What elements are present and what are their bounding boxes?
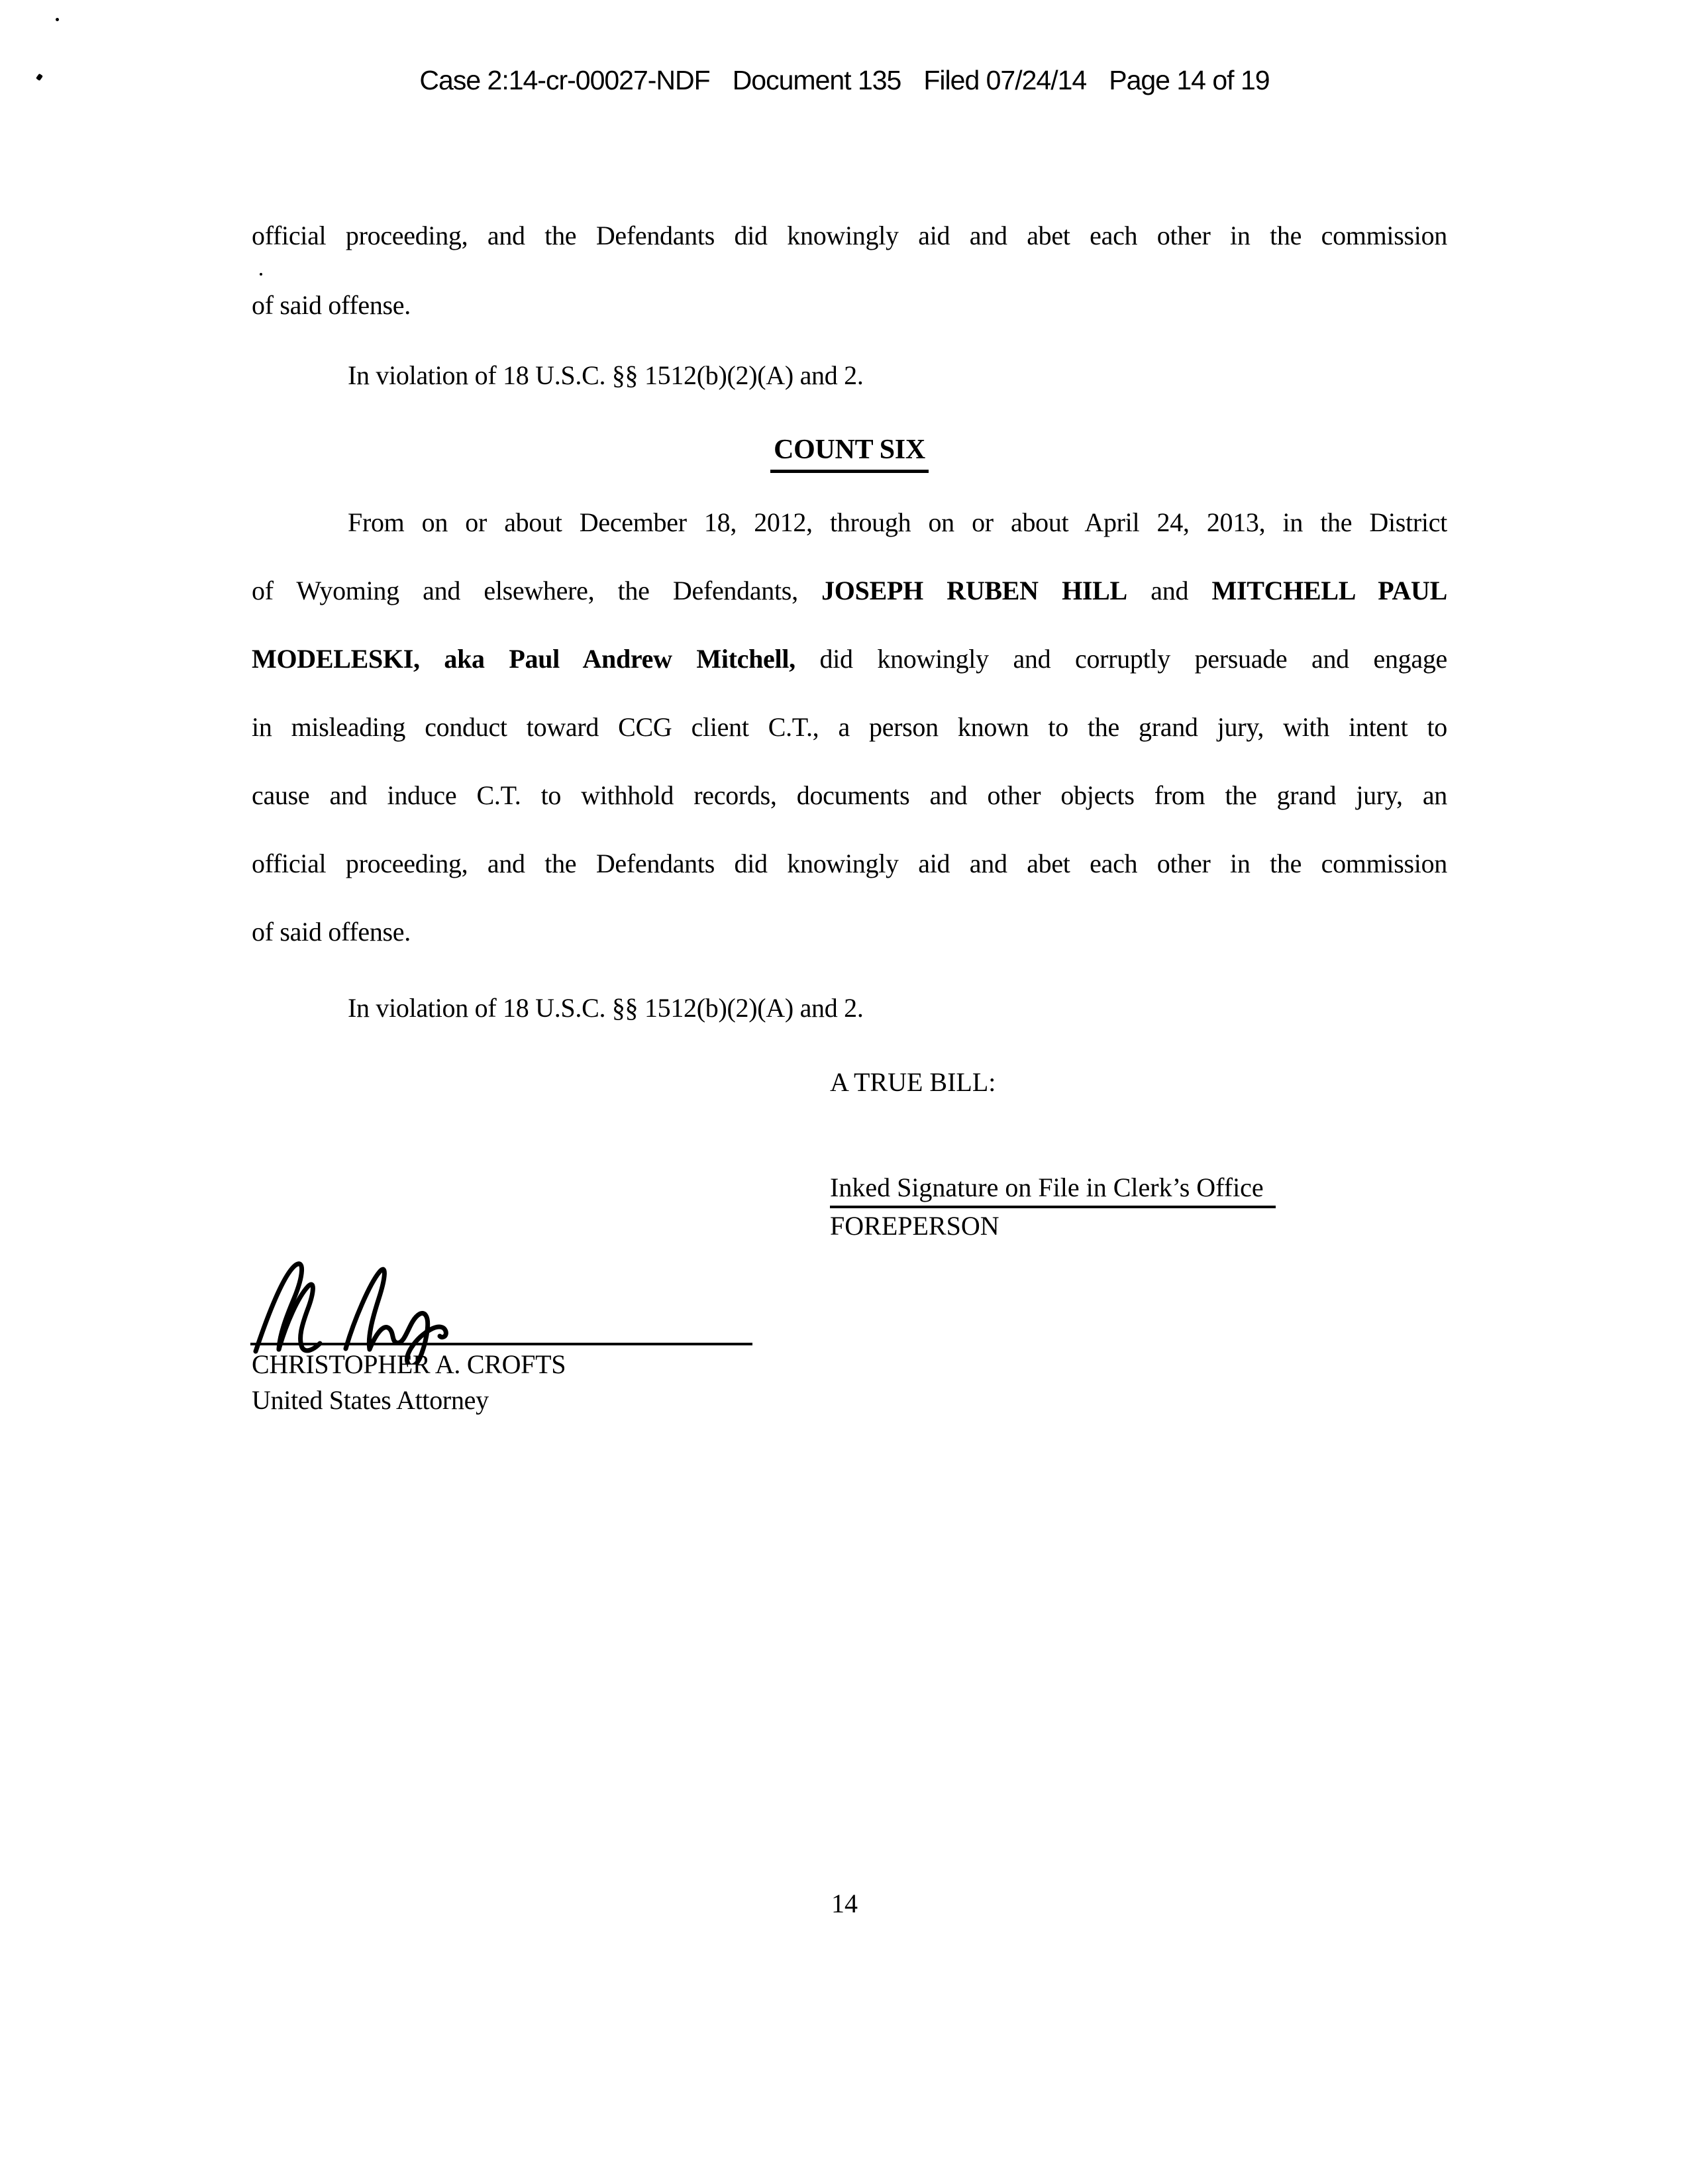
attorney-title: United States Attorney <box>252 1385 489 1415</box>
violation-citation: In violation of 18 U.S.C. §§ 1512(b)(2)(A) and 2. <box>348 360 864 390</box>
signature-rule-line <box>250 1343 752 1345</box>
count-six-heading: COUNT SIX <box>770 434 929 473</box>
body-line: official proceeding, and the Defendants did knowingly aid and abet each other in the commission <box>252 849 1447 878</box>
page-info: Page 14 of 19 <box>1109 65 1270 95</box>
body-line: in misleading conduct toward CCG client C.T., a person known to the grand jury, with intent to <box>252 712 1447 742</box>
violation-citation: In violation of 18 U.S.C. §§ 1512(b)(2)(A) and 2. <box>348 993 864 1023</box>
body-line <box>252 575 1447 606</box>
body-line <box>252 643 1447 674</box>
body-text-segment: did knowingly and corruptly persuade and engage <box>795 644 1447 674</box>
body-line: cause and induce C.T. to withhold records, documents and other objects from the grand jury, an <box>252 780 1447 810</box>
case-number: Case 2:14-cr-00027-NDF <box>419 65 710 95</box>
defendant-name: MITCHELL PAUL <box>1211 576 1447 605</box>
count-heading-row <box>252 434 1447 473</box>
scan-artifact <box>56 18 59 21</box>
body-line: of said offense. <box>252 290 411 320</box>
foreperson-label: FOREPERSON <box>830 1211 999 1241</box>
filed-date: Filed 07/24/14 <box>923 65 1087 95</box>
inked-signature-note: Inked Signature on File in Clerk’s Office <box>830 1172 1276 1208</box>
true-bill-label: A TRUE BILL: <box>830 1067 996 1097</box>
ecf-stamp-header <box>0 67 1689 94</box>
defendant-name: JOSEPH RUBEN HILL <box>821 576 1127 605</box>
foreperson-signature-note <box>830 1172 1426 1208</box>
body-line: From on or about December 18, 2012, through on or about April 24, 2013, in the District <box>348 507 1447 537</box>
defendant-name: MODELESKI, aka Paul Andrew Mitchell, <box>252 644 795 674</box>
body-line: of said offense. <box>252 917 411 947</box>
body-text-segment: of Wyoming and elsewhere, the Defendants, <box>252 576 822 605</box>
scan-artifact <box>260 273 262 276</box>
body-text-segment: and <box>1127 576 1212 605</box>
attorney-name: CHRISTOPHER A. CROFTS <box>252 1349 566 1379</box>
page-number: 14 <box>831 1889 858 1918</box>
document-number: Document 135 <box>732 65 901 95</box>
attorney-signature-scrawl <box>245 1252 556 1365</box>
body-line: official proceeding, and the Defendants did knowingly aid and abet each other in the commission <box>252 221 1447 250</box>
